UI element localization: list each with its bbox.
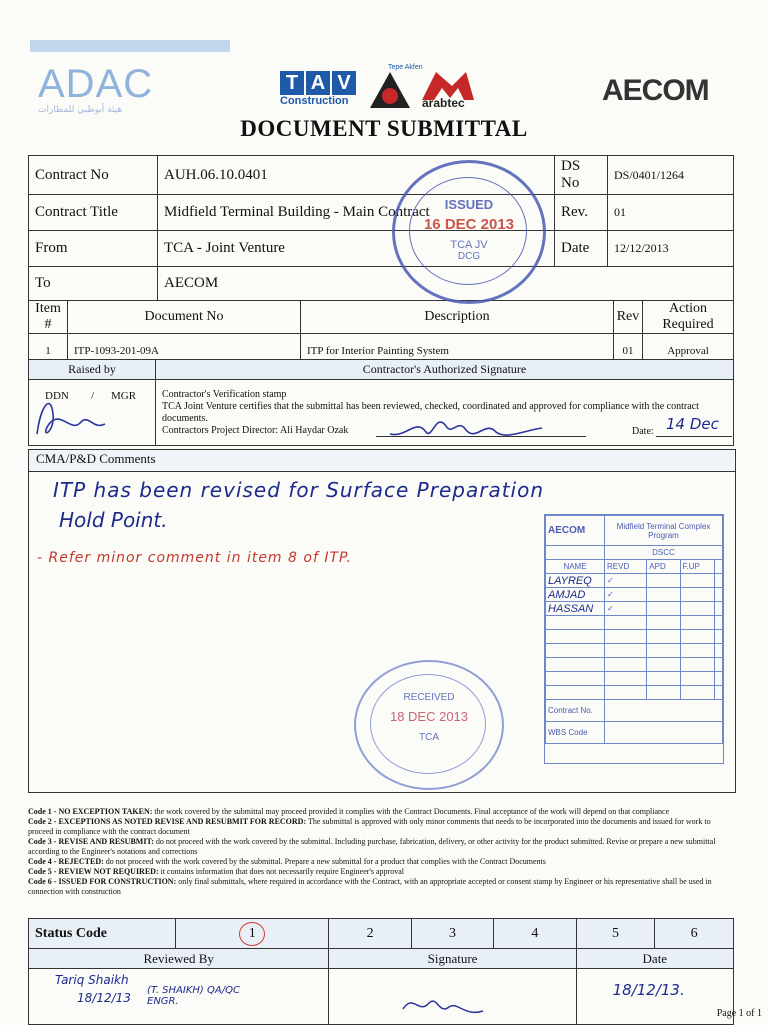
items-header-description: Description — [301, 301, 614, 334]
aecom-stamp-wbs-label: WBS Code — [546, 722, 605, 744]
rev-label: Rev. — [555, 195, 608, 231]
adac-logo-subtext: هيئة أبوظبي للمطارات — [38, 105, 123, 115]
aecom-stamp-name-1: LAYREQ — [546, 574, 605, 588]
reviewer-name-handwritten: Tariq Shaikh — [55, 973, 129, 987]
rev-cell: 01 — [614, 334, 643, 368]
aecom-stamp-name-2: AMJAD — [546, 588, 605, 602]
header-table — [28, 155, 734, 301]
status-code-3: 3 — [411, 919, 493, 949]
aecom-stamp-contract-label: Contract No. — [546, 700, 605, 722]
aecom-stamp-program: Midfield Terminal Complex Program — [605, 516, 723, 546]
status-date-label: Date — [576, 949, 733, 969]
status-code-4: 4 — [494, 919, 576, 949]
director-date-line — [656, 436, 732, 437]
ddn-text: DDN — [45, 390, 69, 402]
from-value: TCA - Joint Venture — [158, 231, 555, 267]
comments-header — [28, 449, 736, 472]
status-code-6: 6 — [655, 919, 734, 949]
code-3-text: Code 3 - REVISE AND RESUBMIT: do not proceed with the work covered by the submittal. Including purchase, fabrication, delivery, or other activity for the product submitted. Revise or prepare a new submittal according to the Engineer's notations and corrections — [28, 837, 716, 856]
page-title: DOCUMENT SUBMITTAL — [240, 116, 528, 141]
status-date-handwritten: 18/12/13. — [612, 981, 685, 999]
code-5-text: Code 5 - REVIEW NOT REQUIRED: it contains information that does not necessarily require Engineer's approval — [28, 867, 404, 876]
tav-construction-text: Construction — [280, 95, 349, 107]
reviewer-signature-icon — [399, 989, 489, 1019]
comments-box — [28, 471, 736, 793]
reviewer-signature-cell — [329, 969, 576, 1025]
ds-no-label: DS No — [555, 156, 608, 195]
director-date-label: Date: — [632, 426, 654, 437]
item-number-cell: 1 — [29, 334, 68, 368]
raised-by-signature-icon — [31, 384, 111, 444]
contract-no-value: AUH.06.10.0401 — [158, 156, 555, 195]
received-stamp-org: TCA — [419, 732, 439, 743]
aecom-stamp-brand: AECOM — [546, 516, 605, 546]
status-code-1-circle: 1 — [239, 922, 265, 946]
action-required-cell: Approval — [643, 334, 734, 368]
issued-stamp-word: ISSUED — [444, 197, 494, 212]
aecom-logo: AECOM — [602, 74, 709, 107]
tav-letter-a: A — [306, 71, 330, 95]
code-2-text: Code 2 - EXCEPTIONS AS NOTED REVISE AND RESUBMIT FOR RECORD: The submittal is approved with only minor comments that needs to be incorporated into the documents and issued for work to proceed in compliance with the contract document — [28, 817, 711, 836]
comment-line-1: ITP has been revised for Surface Preparation — [53, 478, 545, 502]
raised-by-label: Raised by — [29, 360, 156, 380]
comment-line-2: Hold Point. — [59, 508, 168, 532]
items-header-rev: Rev — [614, 301, 643, 334]
director-signature-icon — [386, 408, 546, 444]
code-1-text: Code 1 - NO EXCEPTION TAKEN: the work covered by the submittal may proceed provided it complies with the Contract Documents. Final acceptance of the work will depend on that compliance — [28, 807, 670, 816]
mgr-text: MGR — [111, 390, 137, 402]
page-number: Page 1 of 1 — [716, 1008, 762, 1019]
status-table — [28, 918, 734, 1025]
to-label: To — [29, 267, 158, 301]
ds-no-value: DS/0401/1264 — [608, 156, 734, 195]
code-4-text: Code 4 - REJECTED: do not proceed with the work covered by the submittal. Prepare a new submittal for a product that complies with the Contract Documents — [28, 857, 546, 866]
reviewed-by-cell — [29, 969, 329, 1025]
status-code-1 — [176, 919, 329, 949]
verification-text: TCA Joint Venture certifies that the submittal has been reviewed, checked, coordinated and approved for compliance with the contract documents. — [162, 400, 699, 424]
status-code-2: 2 — [329, 919, 411, 949]
received-stamp-date: 18 DEC 2013 — [389, 709, 469, 724]
project-director-text: Contractors Project Director: Ali Haydar Ozak — [162, 424, 349, 436]
description-cell: ITP for Interior Painting System — [301, 334, 614, 368]
reviewed-by-label: Reviewed By — [29, 949, 329, 969]
status-date-cell — [576, 969, 733, 1025]
document-no-cell: ITP-1093-201-09A — [68, 334, 301, 368]
aecom-stamp-revd-header: REVD — [605, 560, 647, 574]
items-header-document-no: Document No — [68, 301, 301, 334]
rev-value: 01 — [608, 195, 734, 231]
tav-letter-t: T — [280, 71, 304, 95]
aecom-stamp-fup-header: F.UP — [680, 560, 715, 574]
received-stamp — [354, 660, 504, 790]
received-stamp-word: RECEIVED — [403, 692, 455, 703]
date-value: 12/12/2013 — [608, 231, 734, 267]
aecom-stamp-name-header: NAME — [546, 560, 605, 574]
contract-no-label: Contract No — [29, 156, 158, 195]
verification-cell — [156, 380, 734, 446]
from-label: From — [29, 231, 158, 267]
items-header-item: Item # — [29, 301, 68, 334]
comment-line-3: - Refer minor comment in item 8 of ITP. — [37, 550, 352, 566]
reviewer-title-handwritten: (T. SHAIKH) QA/QC ENGR. — [147, 985, 240, 1007]
contract-title-value: Midfield Terminal Building - Main Contract — [158, 195, 555, 231]
issued-stamp-org: TCA JV — [450, 239, 488, 251]
tav-letter-v: V — [332, 71, 356, 95]
comments-label: CMA/P&D Comments — [36, 451, 156, 466]
status-codes-legend — [28, 807, 734, 897]
verification-title: Contractor's Verification stamp — [162, 388, 287, 400]
items-table — [28, 300, 734, 368]
issued-stamp-sub: DCG — [457, 251, 481, 262]
authorized-signature-label: Contractor's Authorized Signature — [156, 360, 734, 380]
tepe-akfen-text: Tepe Akfen — [388, 64, 423, 71]
aecom-stamp-name-3: HASSAN — [546, 602, 605, 616]
issued-stamp-date: 16 DEC 2013 — [423, 216, 515, 233]
aecom-stamp-apd-header: APD — [647, 560, 680, 574]
status-code-label: Status Code — [29, 919, 176, 949]
director-date-handwritten: 14 Dec — [666, 415, 719, 433]
items-header-action-required: Action Required — [643, 301, 734, 334]
date-label: Date — [555, 231, 608, 267]
signature-table — [28, 359, 734, 446]
adac-logo-text: ADAC — [38, 62, 154, 106]
status-code-5: 5 — [576, 919, 655, 949]
aecom-review-stamp: AECOM Midfield Terminal Complex Program DSCC NAME REVD APD F.UP LAYREQ ✓ AMJAD ✓ HASSAN ✓ Contract No. WBS Code — [544, 514, 724, 764]
signature-label: Signature — [329, 949, 576, 969]
reviewer-date-handwritten: 18/12/13 — [77, 991, 131, 1005]
code-6-text: Code 6 - ISSUED FOR CONSTRUCTION: only final submittals, where required in accordance with the Contract, with an appropriate accepted or consent stamp by Engineer or his representative shall be used in connection with construction — [28, 877, 712, 896]
raised-by-cell — [29, 380, 156, 446]
highlight-mark — [30, 40, 230, 52]
arabtec-text: arabtec — [422, 96, 465, 110]
issued-stamp — [392, 160, 546, 304]
slash-text: / — [91, 390, 95, 402]
aecom-stamp-dscc: DSCC — [605, 546, 723, 560]
to-value: AECOM — [158, 267, 734, 301]
contract-title-label: Contract Title — [29, 195, 158, 231]
